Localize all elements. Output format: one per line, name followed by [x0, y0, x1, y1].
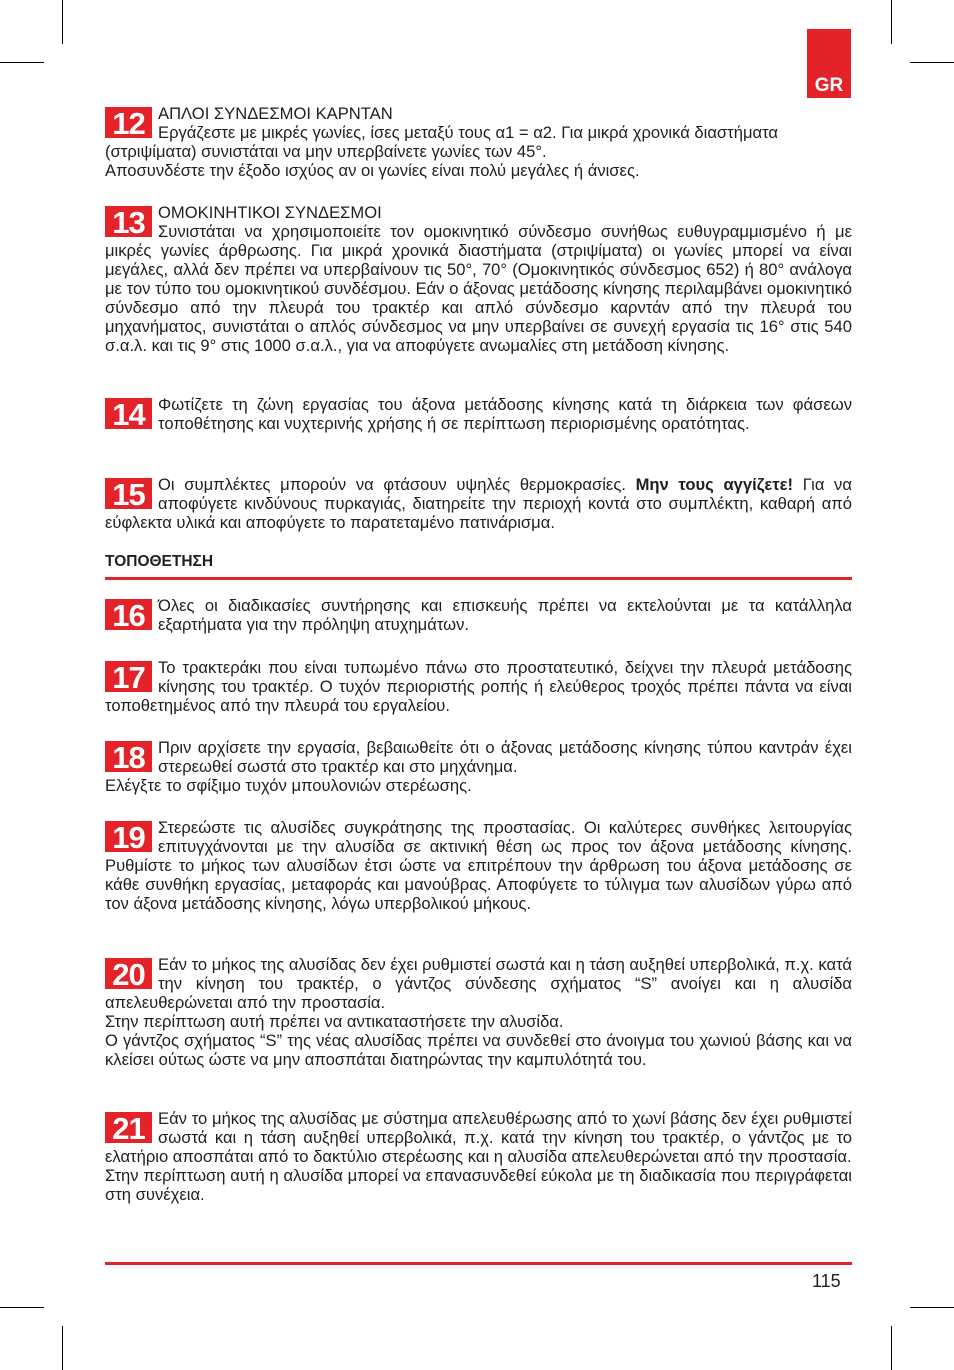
section-16 — [105, 596, 852, 634]
section-number: 16 — [105, 599, 152, 630]
crop-mark — [891, 0, 892, 44]
section-number: 17 — [105, 661, 152, 692]
section-14 — [105, 395, 852, 433]
crop-mark — [0, 62, 44, 63]
paragraph: Στην περίπτωση αυτή πρέπει να αντικαταστήσετε την αλυσίδα. — [105, 1012, 564, 1031]
section-number: 18 — [105, 741, 152, 772]
paragraph: Στην περίπτωση αυτή η αλυσίδα μπορεί να επανασυνδεθεί εύκολα με τη διαδικασία που περιγράφεται στη συνέχεια. — [105, 1166, 852, 1204]
crop-mark — [62, 1326, 63, 1370]
warning-bold: Μην τους αγγίζετε! — [635, 475, 794, 494]
paragraph: Αποσυνδέστε την έξοδο ισχύος αν οι γωνίες είναι πολύ μεγάλες ή άνισες. — [105, 161, 640, 180]
section-number: 12 — [105, 107, 152, 138]
crop-mark — [910, 1307, 954, 1308]
paragraph — [105, 475, 852, 532]
section-title: ΑΠΛΟΙ ΣΥΝΔΕΣΜΟΙ ΚΑΡΝΤΑΝ — [158, 104, 393, 123]
paragraph: Ελέγξτε το σφίξιμο τυχόν μπουλονιών στερέωσης. — [105, 776, 472, 795]
paragraph: Ο γάντζος σχήματος “S” της νέας αλυσίδας πρέπει να συνδεθεί στο άνοιγμα του χωνιού βάσης και να κλείσει ούτως ώστε να μην αποσπάται διατηρώντας την καμπυλότητά του. — [105, 1031, 852, 1069]
section-19 — [105, 818, 852, 913]
crop-mark — [0, 1307, 44, 1308]
section-number: 15 — [105, 478, 152, 509]
paragraph: Εάν το μήκος της αλυσίδας δεν έχει ρυθμιστεί σωστά και η τάση αυξηθεί υπερβολικά, π.χ. κατά την κίνηση του τρακτέρ, ο γάντζος σύνδεσης σχήματος “S” ανοίγει και η αλυσίδα απελευθερώνεται από την προστασία. — [105, 955, 852, 1012]
paragraph: Στερεώστε τις αλυσίδες συγκράτησης της προστασίας. Οι καλύτερες συνθήκες λειτουργίας επιτυγχάνονται με την αλυσίδα σε ακτινική θέση ως προς τον άξονα μετάδοσης κίνησης. Ρυθμίστε το μήκος των αλυσίδων έτσι ώστε να επιτρέπουν την άρθρωση του άξονα μετάδοσης σε κάθε συνθήκη εργασίας, μεταφοράς και μανούβρας. Αποφύγετε το τύλιγμα των αλυσίδων γύρω από τον άξονα μετάδοσης κίνησης, λόγω υπερβολικού μήκους. — [105, 818, 852, 913]
section-number: 19 — [105, 821, 152, 852]
crop-mark — [910, 62, 954, 63]
section-17 — [105, 658, 852, 715]
footer-rule — [105, 1262, 852, 1265]
heading-rule — [105, 577, 852, 580]
section-number: 13 — [105, 206, 152, 237]
warning-text: Οι συμπλέκτες μπορούν να φτάσουν υψηλές θερμοκρασίες. — [158, 475, 626, 494]
section-number: 21 — [105, 1112, 152, 1143]
warning-text-continued: Για να αποφύγετε κινδύνους πυρκαγιάς, διατηρείτε την περιοχή κοντά στο συμπλέκτη, καθαρή από εύφλεκτα υλικά και αποφύγετε το παρατεταμένο πατινάρισμα. — [105, 475, 852, 532]
language-tab: GR — [807, 29, 851, 98]
paragraph: Εργάζεστε με μικρές γωνίες, ίσες μεταξύ τους α1 = α2. Για μικρά χρονικά διαστήματα (στριψίματα) συνιστάται να μην υπερβαίνετε γωνίες των 45°. — [105, 123, 779, 161]
section-number: 20 — [105, 958, 152, 989]
section-13 — [105, 203, 852, 355]
crop-mark — [891, 1326, 892, 1370]
section-20 — [105, 955, 852, 1069]
section-21 — [105, 1109, 852, 1204]
paragraph: Φωτίζετε τη ζώνη εργασίας του άξονα μετάδοσης κίνησης κατά τη διάρκεια των φάσεων τοποθέτησης και νυχτερινής χρήσης ή σε περίπτωση περιορισμένης ορατότητας. — [158, 395, 852, 433]
paragraph: Εάν το μήκος της αλυσίδας με σύστημα απελευθέρωσης από το χωνί βάσης δεν έχει ρυθμιστεί σωστά και η τάση αυξηθεί υπερβολικά, π.χ. κατά την κίνηση του τρακτέρ, ο γάντζος με το ελατήριο αποσπάται από το δακτύλιο στερέωσης και η αλυσίδα απελευθερώνεται από την προστασία. — [105, 1109, 852, 1166]
paragraph: Συνιστάται να χρησιμοποιείτε τον ομοκινητικό σύνδεσμο συνήθως ευθυγραμμισμένο ή με μικρές γωνίες άρθρωσης. Για μικρά χρονικά διαστήματα (στριψίματα) οι γωνίες μπορεί να είναι μεγάλες, αλλά δεν πρέπει να υπερβαίνουν τις 50°, 70° (Ομοκινητικός σύνδεσμος 652) ή 80° ανάλογα με τον τύπο του ομοκινητικού συνδέσμου. Εάν ο άξονας μετάδοσης κίνησης περιλαμβάνει ομοκινητικό σύνδεσμο από την πλευρά του τρακτέρ και απλό σύνδεσμο καρντάν από την πλευρά του μηχανήματος, συνιστάται ο απλός σύνδεσμος να μην υπερβαίνει σε συνεχή εργασία τις 16° στις 540 σ.α.λ. και τις 9° στις 1000 σ.α.λ., για να αποφύγετε ανωμαλίες στη μετάδοση κίνησης. — [105, 222, 852, 355]
section-12 — [105, 104, 852, 180]
section-18 — [105, 738, 852, 795]
paragraph: Το τρακτεράκι που είναι τυπωμένο πάνω στο προστατευτικό, δείχνει την πλευρά μετάδοσης κίνησης του τρακτέρ. Ο τυχόν περιοριστής ροπής ή ελεύθερος τροχός πρέπει πάντα να είναι τοποθετημένος από την πλευρά του εργαλείου. — [105, 658, 852, 715]
paragraph: Πριν αρχίσετε την εργασία, βεβαιωθείτε ότι ο άξονας μετάδοσης κίνησης τύπου καντράν έχει στερεωθεί σωστά στο τρακτέρ και στο μηχάνημα. — [158, 738, 852, 776]
crop-mark — [62, 0, 63, 44]
section-heading: ΤΟΠΟΘΕΤΗΣΗ — [105, 553, 214, 570]
section-15 — [105, 475, 852, 532]
paragraph: Όλες οι διαδικασίες συντήρησης και επισκευής πρέπει να εκτελούνται με τα κατάλληλα εξαρτήματα για την πρόληψη ατυχημάτων. — [158, 596, 852, 634]
page-number: 115 — [812, 1271, 841, 1291]
section-number: 14 — [105, 398, 152, 429]
section-title: ΟΜΟΚΙΝΗΤΙΚΟΙ ΣΥΝΔΕΣΜΟΙ — [158, 203, 382, 222]
